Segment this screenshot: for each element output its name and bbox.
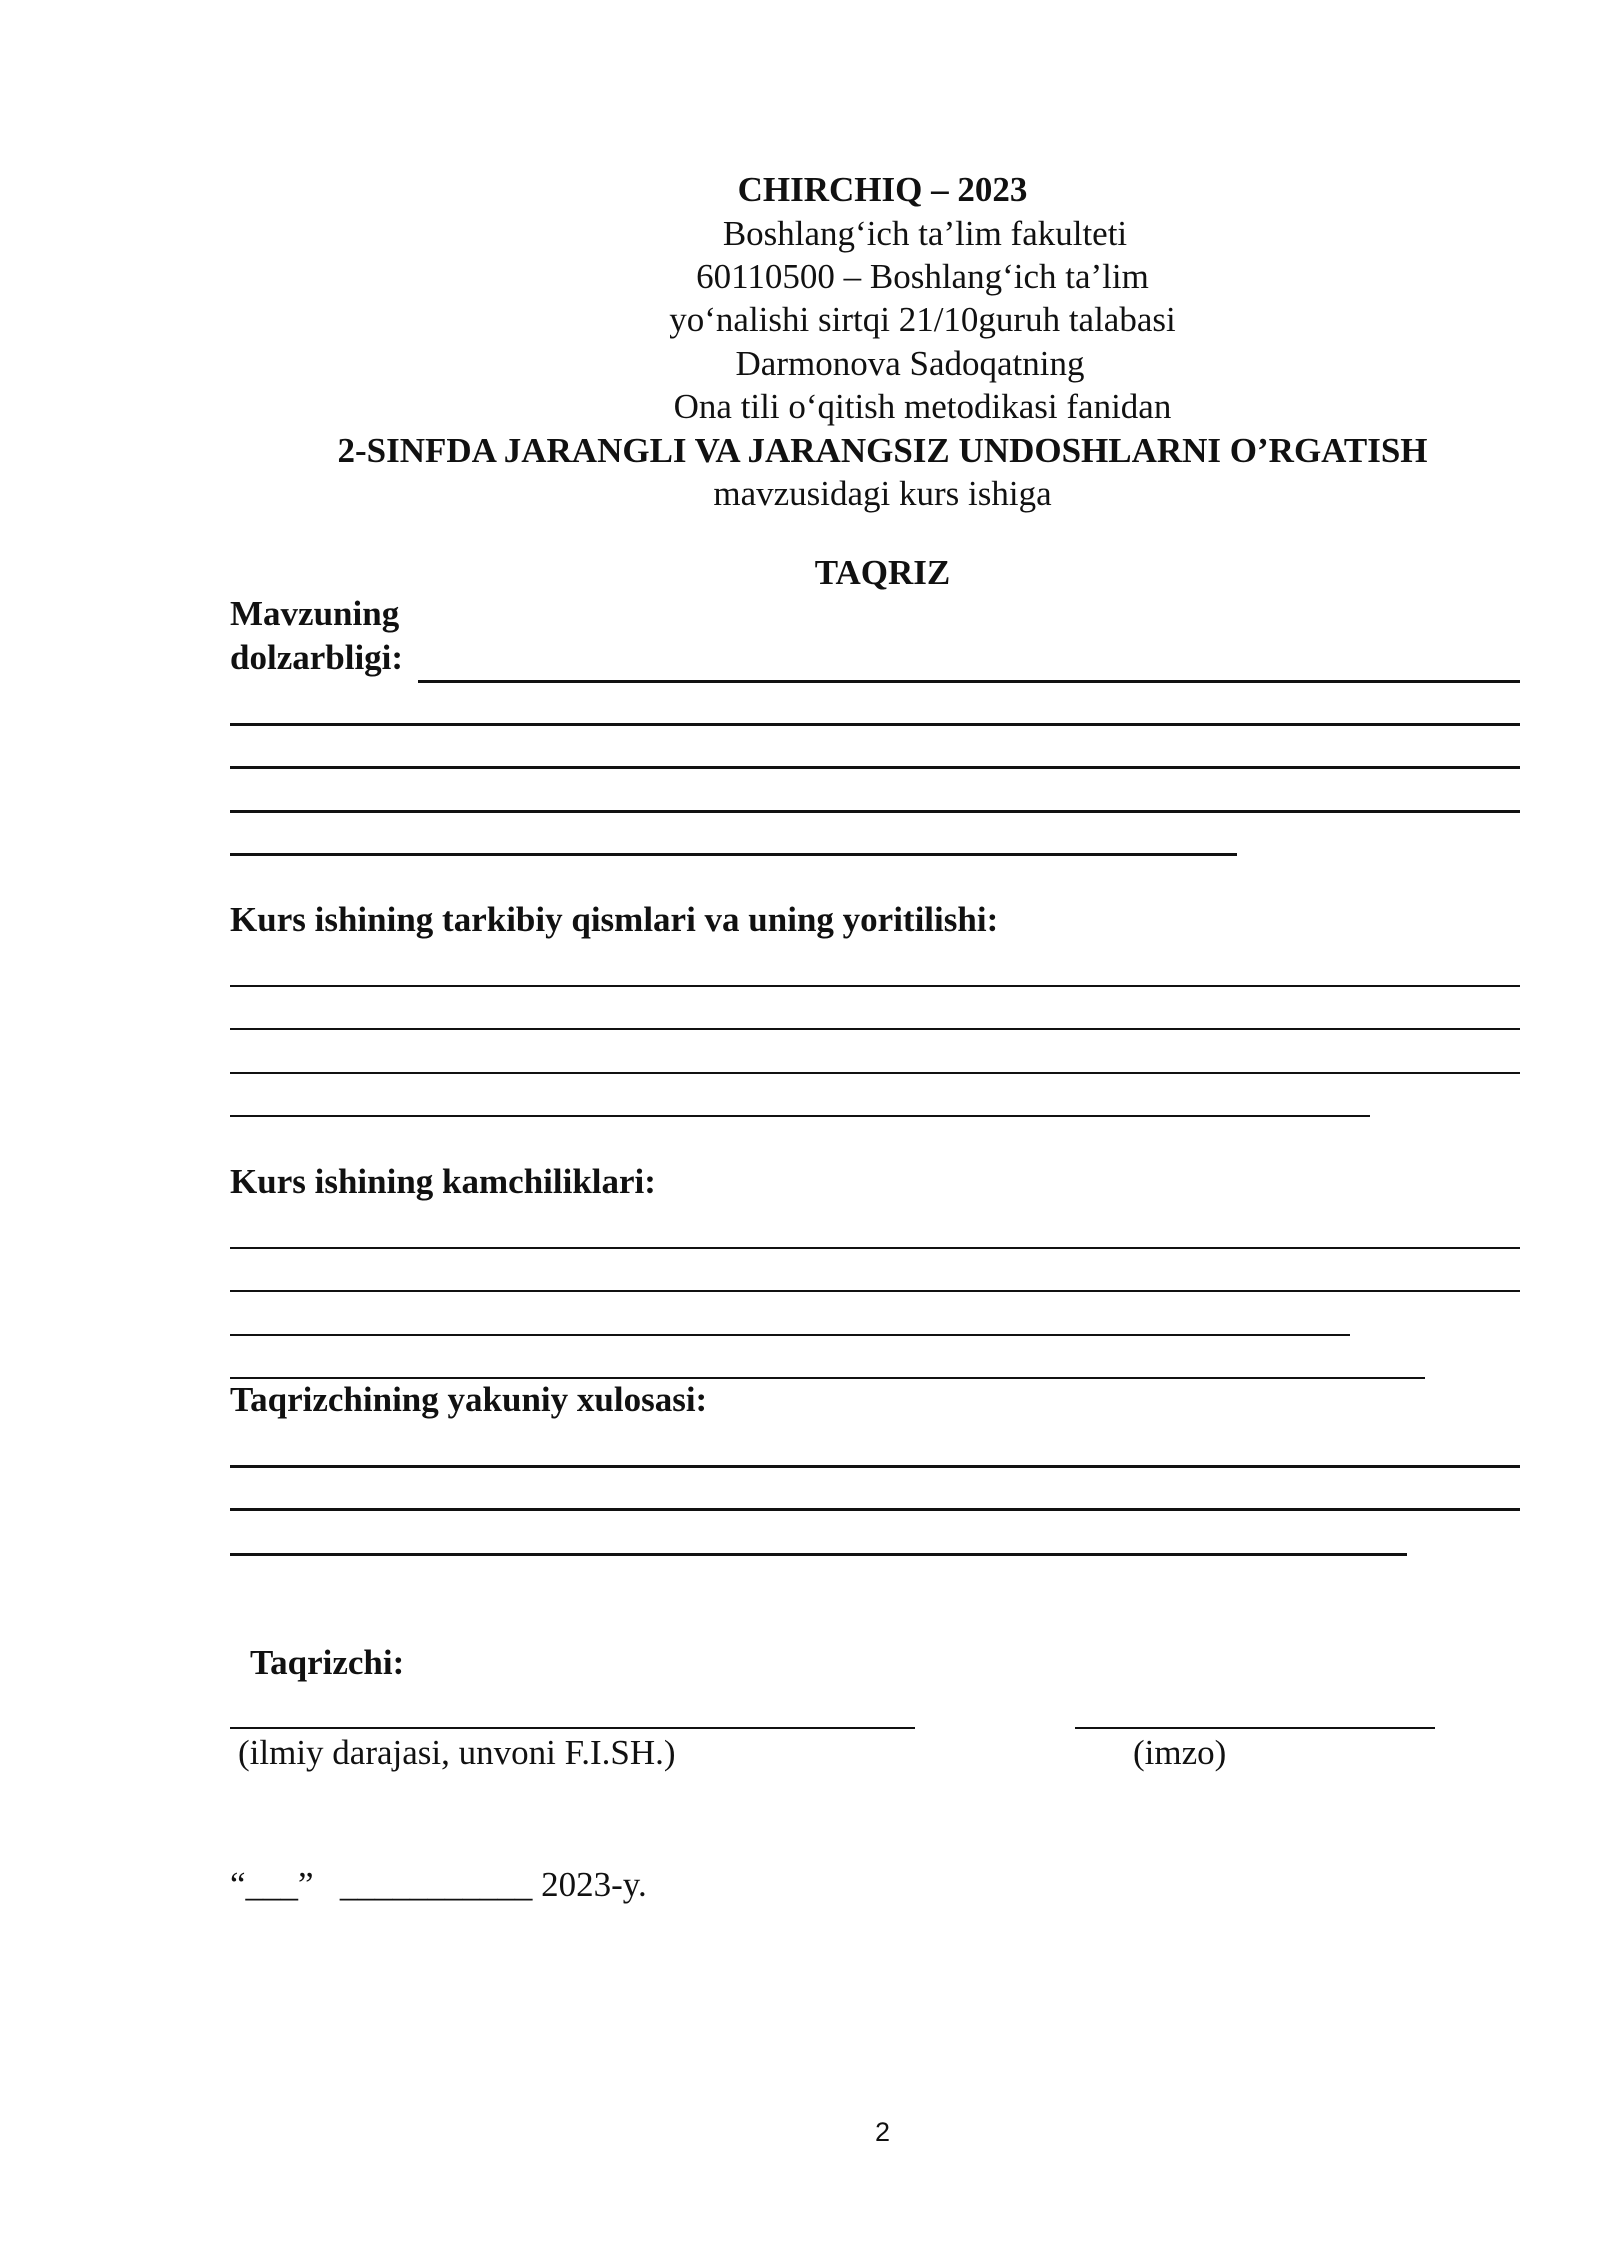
work-type: mavzusidagi kurs ishiga	[713, 474, 1052, 513]
document-title: TAQRIZ	[814, 553, 951, 592]
conclusion-label: Taqrizchining yakuniy xulosasi:	[230, 1380, 708, 1419]
date-line: “___” ___________ 2023-y.	[230, 1865, 647, 1904]
structure-label: Kurs ishining tarkibiy qismlari va uning yoritilishi:	[230, 900, 999, 939]
page-number: 2	[874, 2117, 891, 2147]
signature-line[interactable]	[1075, 1727, 1435, 1729]
name-caption: (ilmiy darajasi, unvoni F.I.SH.)	[238, 1733, 676, 1772]
relevance-fill-line[interactable]	[230, 853, 1237, 856]
shortcomings-fill-line[interactable]	[230, 1290, 1520, 1292]
conclusion-fill-line[interactable]	[230, 1465, 1520, 1468]
relevance-fill-line[interactable]	[230, 723, 1520, 726]
subject-name: Ona tili o‘qitish metodikasi fanidan	[673, 387, 1172, 426]
signature-caption: (imzo)	[1133, 1733, 1227, 1772]
structure-fill-line[interactable]	[230, 1115, 1370, 1117]
structure-fill-line[interactable]	[230, 1072, 1520, 1074]
group-info: yo‘nalishi sirtqi 21/10guruh talabasi	[669, 300, 1176, 339]
relevance-fill-line[interactable]	[230, 810, 1520, 813]
relevance-fill-line[interactable]	[418, 680, 1520, 683]
student-name: Darmonova Sadoqatning	[735, 344, 1085, 383]
shortcomings-fill-line[interactable]	[230, 1334, 1350, 1336]
conclusion-fill-line[interactable]	[230, 1508, 1520, 1511]
program-code: 60110500 – Boshlang‘ich ta’lim	[696, 257, 1149, 296]
relevance-label-cont: dolzarbligi:	[230, 638, 404, 677]
reviewer-label: Taqrizchi:	[250, 1643, 405, 1682]
shortcomings-label: Kurs ishining kamchiliklari:	[230, 1162, 656, 1201]
conclusion-fill-line[interactable]	[230, 1553, 1407, 1556]
reviewer-name-line[interactable]	[230, 1727, 915, 1729]
city-year: CHIRCHIQ – 2023	[737, 170, 1028, 209]
structure-fill-line[interactable]	[230, 1028, 1520, 1030]
faculty-name: Boshlang‘ich ta’lim fakulteti	[722, 214, 1128, 253]
topic-title: 2-SINFDA JARANGLI VA JARANGSIZ UNDOSHLARNI O’RGATISH	[337, 431, 1428, 470]
relevance-label: Mavzuning	[230, 594, 400, 633]
shortcomings-fill-line[interactable]	[230, 1247, 1520, 1249]
structure-fill-line[interactable]	[230, 985, 1520, 987]
relevance-fill-line[interactable]	[230, 766, 1520, 769]
shortcomings-fill-line[interactable]	[230, 1377, 1425, 1379]
